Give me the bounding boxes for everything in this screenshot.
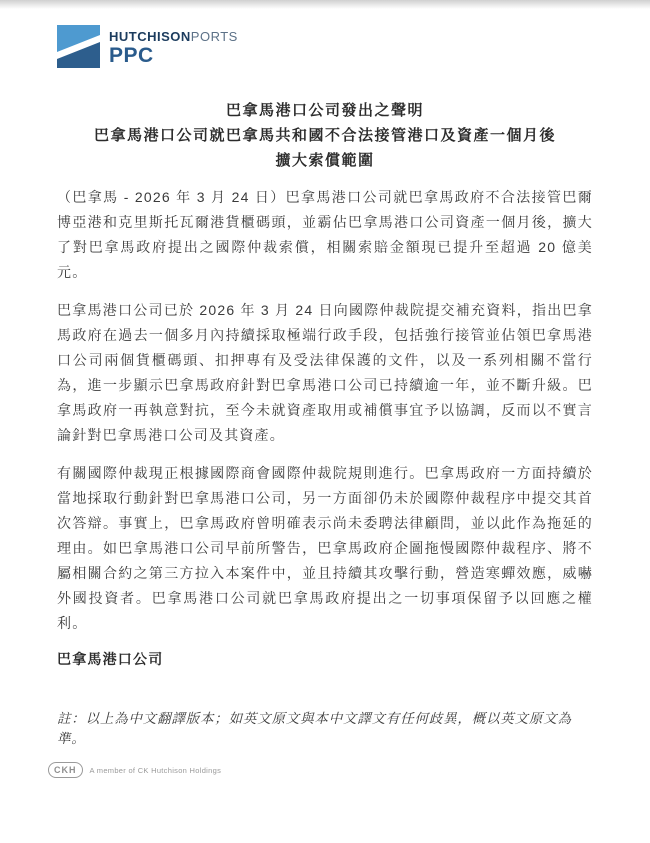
brand-name bbox=[109, 29, 238, 44]
brand-name-ports: PORTS bbox=[190, 29, 238, 44]
translation-note: 註：以上為中文翻譯版本；如英文原文與本中文譯文有任何歧異，概以英文原文為準。 bbox=[57, 711, 572, 746]
paragraph-3: 有關國際仲裁現正根據國際商會國際仲裁院規則進行。巴拿馬政府一方面持續於當地採取行動針對巴拿馬港口公司，另一方面卻仍未於國際仲裁程序中提交其首次答辯。事實上，巴拿馬政府曾明確表示尚未委聘法律顧問，並以此作為拖延的理由。如巴拿馬港口公司早前所警告，巴拿馬政府企圖拖慢國際仲裁程序、將不屬相關合約之第三方拉入本案件中，並且持續其攻擊行動，營造寒蟬效應，威嚇外國投資者。巴拿馬港口公司就巴拿馬政府提出之一切事項保留予以回應之權利。 bbox=[57, 465, 593, 631]
brand-header bbox=[57, 25, 593, 71]
brand-name-hutchison: HUTCHISON bbox=[109, 29, 191, 44]
ckh-logo-icon: CKH bbox=[48, 762, 83, 778]
footer-membership-text: A member of CK Hutchison Holdings bbox=[89, 765, 222, 775]
hutchison-ports-logo-icon bbox=[57, 25, 100, 68]
paragraph-2: 巴拿馬港口公司已於 2026 年 3 月 24 日向國際仲裁院提交補充資料，指出巴拿馬政府在過去一個多月內持續採取極端行政手段，包括強行接管並佔領巴拿馬港口公司兩個貨櫃碼頭、扣押專有及受法律保護的文件，以及一系列相關不當行為，進一步顯示巴拿馬政府針對巴拿馬港口公司已持續逾一年，並不斷升級。巴拿馬政府一再執意對抗，至今未就資產取用或補償事宜予以協調，反而以不實言論針對巴拿馬港口公司及其資產。 bbox=[57, 302, 593, 443]
company-signature: 巴拿馬港口公司 bbox=[57, 651, 164, 667]
statement-title bbox=[57, 98, 593, 173]
page-footer bbox=[48, 762, 221, 778]
statement-body bbox=[57, 185, 593, 636]
title-line-1: 巴拿馬港口公司發出之聲明 bbox=[225, 102, 424, 119]
title-line-2: 巴拿馬港口公司就巴拿馬共和國不合法接管港口及資產一個月後 bbox=[93, 127, 556, 144]
title-line-3: 擴大索償範圍 bbox=[275, 152, 375, 169]
ppc-wordmark: PPC bbox=[109, 44, 154, 67]
paragraph-1: （巴拿馬 - 2026 年 3 月 24 日）巴拿馬港口公司就巴拿馬政府不合法接管巴爾博亞港和克里斯托瓦爾港貨櫃碼頭，並霸佔巴拿馬港口公司資產一個月後，擴大了對巴拿馬政府提出之國際仲裁索償，相關索賠金額現已提升至超過 20 億美元。 bbox=[57, 189, 593, 280]
brand-wordmark bbox=[109, 25, 238, 67]
